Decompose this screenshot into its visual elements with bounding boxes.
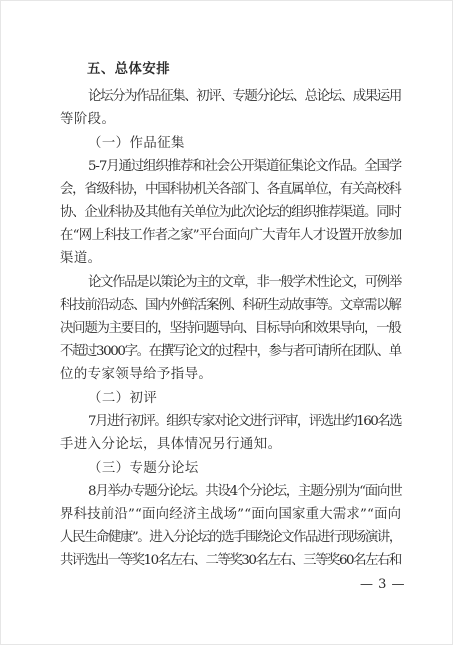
sub1-para2-line-3: 决问题为主要目的，坚持问题导向、目标导向和效果导向，一般 [60,321,401,336]
sub3-para-line-4: 共评选出一等奖10名左右、二等奖30名左右、三等奖60名左右和 [60,553,401,568]
section-heading: 五、总体安排 [87,62,171,77]
page-number: — 3 — [359,577,405,592]
sub2-para-line-1: 7月进行初评。组织专家对论文进行评审，评选出约160名选 [88,414,402,429]
intro-line-1: 论坛分为作品征集、初评、专题分论坛、总论坛、成果运用 [88,89,401,104]
sub3-para-line-1: 8月举办专题分论坛。共设4个分论坛，主题分别为“面向世 [88,484,402,499]
sub2-para-line-2: 手进入分论坛，具体情况另行通知。 [60,437,282,452]
sub1-para2-line-1: 论文作品是以策论为主的文章，非一般学术性论文，可例举 [88,275,401,290]
sub1-para2-line-5: 位的专家领导给予指导。 [60,367,213,382]
sub1-para2-line-4: 不超过3000字。在撰写论文的过程中，参与者可请所在团队、单 [60,344,401,359]
sub1-para1-line-3: 协、企业科协及其他有关单位为此次论坛的组织推荐渠道。同时 [60,205,401,220]
sub1-para1-line-5: 渠道。 [60,251,102,266]
sub3-heading: （三）专题分论坛 [88,461,199,476]
sub3-para-line-2: 界科技前沿”“面向经济主战场”“面向国家重大需求”“面向 [60,507,402,522]
sub1-para2-line-2: 科技前沿动态、国内外鲜活案例、科研生动故事等。文章需以解 [60,298,401,313]
sub3-para-line-3: 人民生命健康”。进入分论坛的选手围绕论文作品进行现场演讲， [60,530,401,545]
sub2-heading: （二）初评 [88,391,158,406]
sub1-heading: （一）作品征集 [88,136,185,151]
sub1-para1-line-2: 会，省级科协，中国科协机关各部门、各直属单位，有关高校科 [60,182,401,197]
sub1-para1-line-1: 5-7月通过组织推荐和社会公开渠道征集论文作品。全国学 [88,159,402,174]
sub1-para1-line-4: 在“网上科技工作者之家”平台面向广大青年人才设置开放参加 [60,228,402,243]
intro-line-2: 等阶段。 [60,112,116,127]
